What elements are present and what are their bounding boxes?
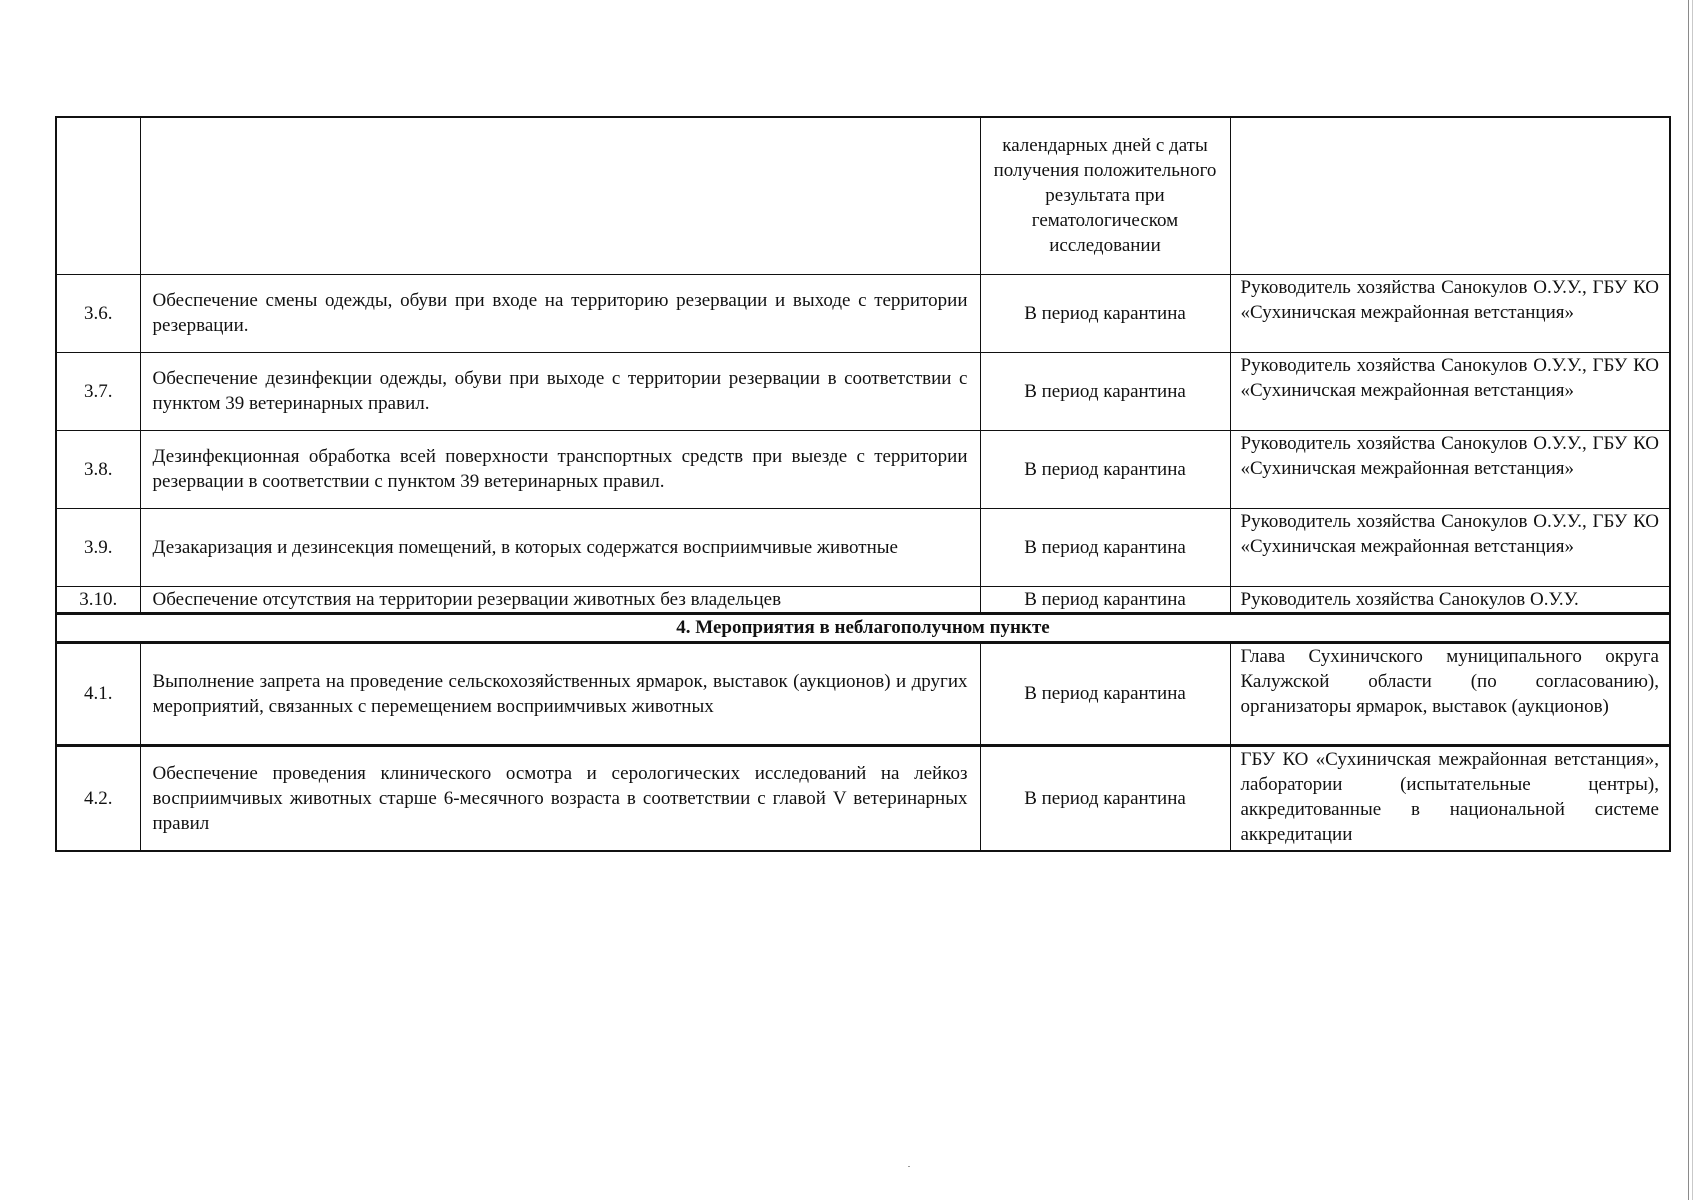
row-number: 4.1. — [56, 642, 140, 745]
row-number: 3.8. — [56, 430, 140, 508]
row-description: Дезинфекционная обработка всей поверхности транспортных средств при выезде с территории резервации в соответствии с пунктом 39 ветеринарных правил. — [140, 430, 980, 508]
row-description — [140, 117, 980, 274]
page-edge-shadow — [1692, 0, 1693, 1200]
row-number: 3.10. — [56, 586, 140, 613]
row-number: 3.6. — [56, 274, 140, 352]
table-row — [56, 586, 1670, 613]
row-responsible: ГБУ КО «Сухиничская межрайонная ветстанция», лаборатории (испытательные центры), аккредитованные в национальной системе аккредитации — [1230, 745, 1670, 851]
row-period: В период карантина — [980, 508, 1230, 586]
row-period: календарных дней с даты получения положительного результата при гематологическом исследовании — [980, 117, 1230, 274]
row-responsible: Руководитель хозяйства Санокулов О.У.У., ГБУ КО «Сухиничская межрайонная ветстанция» — [1230, 352, 1670, 430]
row-period: В период карантина — [980, 586, 1230, 613]
row-responsible: Руководитель хозяйства Санокулов О.У.У., ГБУ КО «Сухиничская межрайонная ветстанция» — [1230, 430, 1670, 508]
section-title: 4. Мероприятия в неблагополучном пункте — [56, 613, 1670, 642]
row-description: Обеспечение проведения клинического осмотра и серологических исследований на лейкоз восприимчивых животных старше 6-месячного возраста в соответствии с главой V ветеринарных правил — [140, 745, 980, 851]
row-responsible: Глава Сухиничского муниципального округа Калужской области (по согласованию), организаторы ярмарок, выставок (аукционов) — [1230, 642, 1670, 745]
row-period: В период карантина — [980, 274, 1230, 352]
row-number — [56, 117, 140, 274]
table-row — [56, 430, 1670, 508]
row-description: Обеспечение дезинфекции одежды, обуви при выходе с территории резервации в соответствии с пунктом 39 ветеринарных правил. — [140, 352, 980, 430]
table-row — [56, 352, 1670, 430]
row-number: 4.2. — [56, 745, 140, 851]
row-period: В период карантина — [980, 642, 1230, 745]
row-period: В период карантина — [980, 352, 1230, 430]
scan-speck — [908, 1166, 910, 1167]
row-responsible: Руководитель хозяйства Санокулов О.У.У., ГБУ КО «Сухиничская межрайонная ветстанция» — [1230, 508, 1670, 586]
page-edge-shadow — [1688, 0, 1689, 1200]
row-description: Выполнение запрета на проведение сельскохозяйственных ярмарок, выставок (аукционов) и других мероприятий, связанных с перемещением восприимчивых животных — [140, 642, 980, 745]
row-period: В период карантина — [980, 430, 1230, 508]
row-period: В период карантина — [980, 745, 1230, 851]
row-description: Обеспечение смены одежды, обуви при входе на территорию резервации и выходе с территории резервации. — [140, 274, 980, 352]
row-description: Дезакаризация и дезинсекция помещений, в которых содержатся восприимчивые животные — [140, 508, 980, 586]
measures-table — [55, 116, 1671, 852]
row-description: Обеспечение отсутствия на территории резервации животных без владельцев — [140, 586, 980, 613]
table-row — [56, 508, 1670, 586]
table-row — [56, 745, 1670, 851]
table-row — [56, 642, 1670, 745]
table-row — [56, 117, 1670, 274]
row-responsible: Руководитель хозяйства Санокулов О.У.У., ГБУ КО «Сухиничская межрайонная ветстанция» — [1230, 274, 1670, 352]
row-responsible — [1230, 117, 1670, 274]
section-header-row — [56, 613, 1670, 642]
row-number: 3.7. — [56, 352, 140, 430]
row-responsible: Руководитель хозяйства Санокулов О.У.У. — [1230, 586, 1670, 613]
table-row — [56, 274, 1670, 352]
row-number: 3.9. — [56, 508, 140, 586]
